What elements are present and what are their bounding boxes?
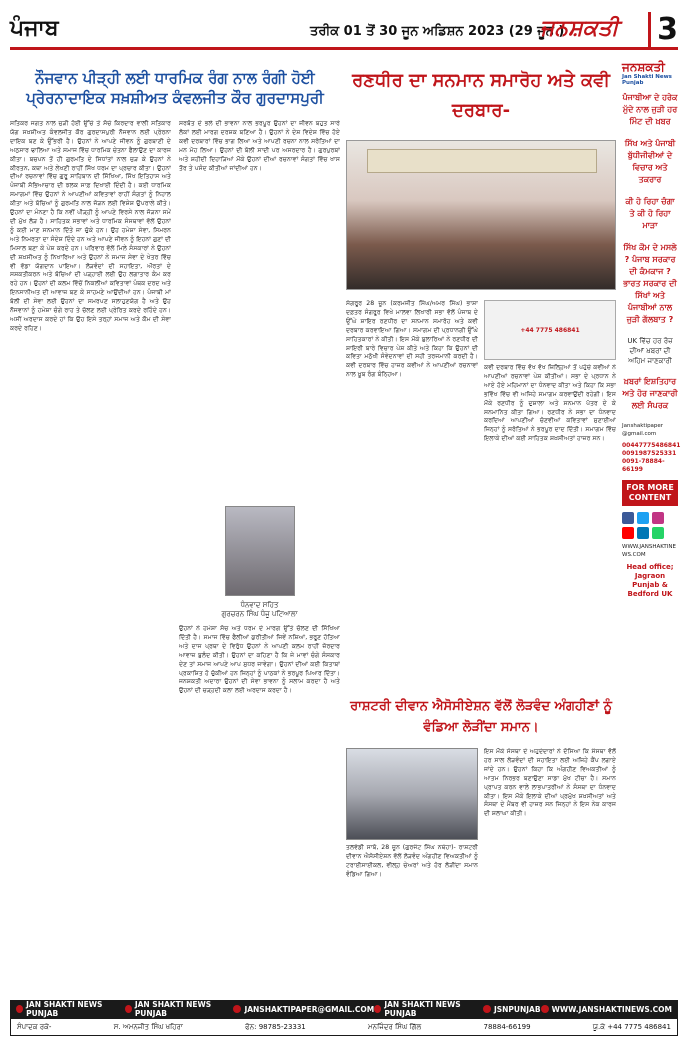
portrait-photo [225,506,295,596]
sidebar-tag-3: ਕੀ ਹੋ ਰਿਹਾ ਚੰਗਾ ਤੇ ਕੀ ਹੋ ਰਿਹਾ ਮਾੜਾ [625,197,675,230]
social-icons [622,512,678,539]
whatsapp-icon[interactable] [652,527,664,539]
co-editor-name: ਮਨਜਿੰਦਰ ਸਿੰਘ ਗਿੱਲ [368,1023,422,1031]
footer-instagram[interactable]: JSNPUNJAB [483,1003,541,1015]
sidebar-website[interactable]: WWW.JANSHAKTINEWS.COM [622,544,676,558]
youtube-icon [374,1005,381,1013]
sidebar-phone-3[interactable]: 0091-78884-66199 [622,458,665,473]
donation-column-1: ਤਲਵੰਡੀ ਸਾਬੋ, 28 ਜੂਨ (ਗੁਰਜੰਟ ਸਿੰਘ ਨਥੇਹਾ)- ਰਾਸ਼ਟਰੀ ਦੀਵਾਨ ਐਸੋਸੀਏਸ਼ਨ ਵੱਲੋਂ ਲੋੜਵੰਦ ਅੰਗਹੀਣ ਵਿਅਕਤੀਆਂ ਨੂੰ ਟਰਾਈਸਾਈਕਲ, ਵੀਲ੍ਹ ਚੇਅਰਾਂ ਅਤੇ ਹੋਰ ਲੋੜੀਂਦਾ ਸਮਾਨ ਵੰਡਿਆ ਗਿਆ। [346,844,478,878]
sidebar-tag-1: ਪੰਜਾਬੀਆ ਦੇ ਹਰੇਕ ਮੁੱਦੇ ਨਾਲ ਜੁੜੀ ਹਰ ਮਿੰਟ ਦੀ ਖ਼ਬਰ [622,93,678,126]
editor-name: ਸ. ਅਮਨਜੀਤ ਸਿੰਘ ਖਹਿਰਾ [113,1023,183,1031]
caption-line-1: ਧੰਨਵਾਦ ਸਹਿਤ [240,601,279,609]
sidebar-logo: ਜਨਸ਼ਕਤੀ [622,60,665,74]
globe-icon [541,1005,549,1013]
facebook-icon [16,1005,23,1013]
email-domain: @gmail.com [622,431,657,437]
sidebar-phone-1[interactable]: 00447775486841 [622,442,681,449]
co-editor-phone: 78884-66199 [483,1023,531,1031]
page-header [10,10,678,50]
sidebar-logo-sub: Jan Shakti News Punjab [622,74,672,86]
caption-line-2: ਗੁਰਚਰਨ ਸਿੰਘ ਧੰਜੂ ਪਟਿਆਲਾ [221,610,298,618]
instagram-icon [483,1005,491,1013]
more-content-button[interactable]: FOR MORE CONTENT [622,480,678,506]
event-column-2: ਕਵੀ ਦਰਬਾਰ ਵਿੱਚ ਵੱਖ ਵੱਖ ਜ਼ਿਲ੍ਹਿਆਂ ਤੋਂ ਪਹੁੰਚੇ ਕਵੀਆਂ ਨੇ ਆਪਣੀਆਂ ਰਚਨਾਵਾਂ ਪੇਸ਼ ਕੀਤੀਆਂ। ਸਭਾ ਦੇ ਪ੍ਰਧਾਨ ਨੇ ਆਏ ਹੋਏ ਮਹਿਮਾਨਾਂ ਦਾ ਧੰਨਵਾਦ ਕੀਤਾ ਅਤੇ ਕਿਹਾ ਕਿ ਸਭਾ ਭਵਿੱਖ ਵਿੱਚ ਵੀ ਅਜਿਹੇ ਸਮਾਗਮ ਕਰਵਾਉਂਦੀ ਰਹੇਗੀ। ਇਸ ਮੌਕੇ ਰਣਧੀਰ ਨੂੰ ਦੁਸ਼ਾਲਾ ਅਤੇ ਸਨਮਾਨ ਪੱਤਰ ਦੇ ਕੇ ਸਨਮਾਨਿਤ ਕੀਤਾ ਗਿਆ। ਰਣਧੀਰ ਨੇ ਸਭਾ ਦਾ ਧੰਨਵਾਦ ਕਰਦਿਆਂ ਆਪਣੀਆਂ ਚੋਣਵੀਆਂ ਕਵਿਤਾਵਾਂ ਸੁਣਾਈਆਂ ਜਿਨ੍ਹਾਂ ਨੂੰ ਸਰੋਤਿਆਂ ਨੇ ਭਰਪੂਰ ਦਾਦ ਦਿੱਤੀ। ਸਮਾਗਮ ਵਿੱਚ ਇਲਾਕੇ ਦੀਆਂ ਕਈ ਸਾਹਿਤਕ ਸ਼ਖ਼ਸੀਅਤਾਂ ਹਾਜ਼ਰ ਸਨ। [484,364,616,443]
article-column-1: ਸਤਿਕਰ ਜਗਤ ਨਾਲ ਜੁੜੀ ਹੋਈ ਉੱਚੇ ਤੇ ਸੱਚੇ ਕਿਰਦਾਰ ਵਾਲੀ ਸਤਿਕਾਰ ਯੋਗ ਸਖ਼ਸ਼ੀਅਤ ਕੰਵਲਜੀਤ ਕੌਰ ਗੁਰਦਾਸਪੁਰੀ ਨੌਜਵਾਨ ਲਈ ਪ੍ਰੇਰਨਾ ਦਾਇਕ ਬਣ ਕੇ ਉੱਭਰੀ ਹੈ। ਉਹਨਾਂ ਨੇ ਆਪਣੇ ਜੀਵਨ ਨੂੰ ਗੁਰਬਾਣੀ ਦੇ ਅਨੁਸਾਰ ਢਾਲਿਆ ਅਤੇ ਸਮਾਜ ਵਿੱਚ ਧਾਰਮਿਕ ਚੇਤਨਾ ਫੈਲਾਉਣ ਦਾ ਕਾਰਜ ਕੀਤਾ। ਬਚਪਨ ਤੋਂ ਹੀ ਗੁਰਮਤਿ ਦੇ ਸਿਧਾਂਤਾਂ ਨਾਲ ਜੁੜ ਕੇ ਉਹਨਾਂ ਨੇ ਕੀਰਤਨ, ਕਥਾ ਅਤੇ ਲੇਖਣੀ ਰਾਹੀਂ ਸਿੱਖ ਧਰਮ ਦਾ ਪ੍ਰਚਾਰ ਕੀਤਾ। ਉਹਨਾਂ ਦੀਆਂ ਰਚਨਾਵਾਂ ਵਿੱਚ ਗੁਰੂ ਸਾਹਿਬਾਨ ਦੀ ਸਿੱਖਿਆ, ਸਿੱਖ ਇਤਿਹਾਸ ਅਤੇ ਪੰਜਾਬੀ ਸੱਭਿਆਚਾਰ ਦੀ ਝਲਕ ਸਾਫ਼ ਦਿਖਾਈ ਦਿੰਦੀ ਹੈ। ਕਈ ਧਾਰਮਿਕ ਸਮਾਗਮਾਂ ਵਿੱਚ ਉਹਨਾਂ ਨੇ ਆਪਣੀਆਂ ਕਵਿਤਾਵਾਂ ਰਾਹੀਂ ਸੰਗਤਾਂ ਨੂੰ ਨਿਹਾਲ ਕੀਤਾ ਅਤੇ ਬੱਚਿਆਂ ਨੂੰ ਗੁਰਮਤਿ ਨਾਲ ਜੋੜਨ ਲਈ ਵਿਸ਼ੇਸ਼ ਉਪਰਾਲੇ ਕੀਤੇ। ਉਹਨਾਂ ਦਾ ਮੰਨਣਾ ਹੈ ਕਿ ਨਵੀਂ ਪੀੜ੍ਹੀ ਨੂੰ ਆਪਣੇ ਵਿਰਸੇ ਨਾਲ ਜੋੜਨਾ ਸਮੇਂ ਦੀ ਮੁੱਖ ਲੋੜ ਹੈ। ਸਾਹਿਤਕ ਸਭਾਵਾਂ ਅਤੇ ਧਾਰਮਿਕ ਸੰਸਥਾਵਾਂ ਵੱਲੋਂ ਉਹਨਾਂ ਨੂੰ ਕਈ ਮਾਣ ਸਨਮਾਨ ਦਿੱਤੇ ਜਾ ਚੁੱਕੇ ਹਨ। ਉਹ ਹਮੇਸ਼ਾ ਸੇਵਾ, ਸਿਮਰਨ ਅਤੇ ਨਿਮਰਤਾ ਦਾ ਸੰਦੇਸ਼ ਦਿੰਦੇ ਹਨ ਅਤੇ ਆਪਣੇ ਜੀਵਨ ਨੂੰ ਇਹਨਾਂ ਗੁਣਾਂ ਦੀ ਮਿਸਾਲ ਬਣਾ ਕੇ ਪੇਸ਼ ਕਰਦੇ ਹਨ। ਪਰਿਵਾਰ ਵੱਲੋਂ ਮਿਲੇ ਸੰਸਕਾਰਾਂ ਨੇ ਉਹਨਾਂ ਦੀ ਸ਼ਖ਼ਸੀਅਤ ਨੂੰ ਨਿਖਾਰਿਆ ਅਤੇ ਉਹਨਾਂ ਨੇ ਸਮਾਜ ਸੇਵਾ ਦੇ ਖੇਤਰ ਵਿੱਚ ਵੀ ਵੱਡਾ ਯੋਗਦਾਨ ਪਾਇਆ। ਲੋੜਵੰਦਾਂ ਦੀ ਸਹਾਇਤਾ, ਔਰਤਾਂ ਦੇ ਸਸ਼ਕਤੀਕਰਨ ਅਤੇ ਬੱਚਿਆਂ ਦੀ ਪੜ੍ਹਾਈ ਲਈ ਉਹ ਲਗਾਤਾਰ ਕੰਮ ਕਰ ਰਹੇ ਹਨ। ਉਹਨਾਂ ਦੀ ਕਲਮ ਵਿੱਚੋਂ ਨਿਕਲੀਆਂ ਕਵਿਤਾਵਾਂ ਪੰਥਕ ਦਰਦ ਅਤੇ ਇਨਸਾਨੀਅਤ ਦੀ ਆਵਾਜ਼ ਬਣ ਕੇ ਸਾਹਮਣੇ ਆਉਂਦੀਆਂ ਹਨ। ਪੰਜਾਬੀ ਮਾਂ ਬੋਲੀ ਦੀ ਸੇਵਾ ਲਈ ਉਹਨਾਂ ਦਾ ਸਮਰਪਣ ਸਲਾਹੁਣਯੋਗ ਹੈ ਅਤੇ ਉਹ ਨੌਜਵਾਨਾਂ ਨੂੰ ਹਮੇਸ਼ਾ ਚੰਗੇ ਰਾਹ ਤੇ ਚੱਲਣ ਲਈ ਪ੍ਰੇਰਿਤ ਕਰਦੇ ਰਹਿੰਦੇ ਹਨ। ਅਸੀਂ ਅਰਦਾਸ ਕਰਦੇ ਹਾਂ ਕਿ ਉਹ ਇਸੇ ਤਰ੍ਹਾਂ ਸਮਾਜ ਅਤੇ ਕੌਮ ਦੀ ਸੇਵਾ ਕਰਦੇ ਰਹਿਣ। [10,120,171,332]
sidebar-email[interactable] [622,422,678,438]
donation-photo [346,748,478,840]
stage-banner [367,149,597,173]
ad-block[interactable] [484,300,616,360]
photo-caption [179,601,340,619]
right-sidebar [622,60,681,990]
sidebar-tag-4: ਸਿੱਖ ਕੌਮ ਦੇ ਮਸਲੇ ? ਪੰਜਾਬ ਸਰਕਾਰ ਦੀ ਕੰਮਕਾਜ ? ਭਾਰਤ ਸਰਕਾਰ ਦੀ ਸਿੱਖਾਂ ਅਤੇ ਪੰਜਾਬੀਆਂ ਨਾਲ ਜੁੜੀ ਗੱਲਬਾਤ ? [623,243,677,324]
section-title: ਪੰਜਾਬ [10,16,59,41]
page-number: 3 [648,12,678,47]
head-office: Head office; Jagraon Punjab & Bedford UK [626,563,674,598]
twitter-icon[interactable] [637,512,649,524]
article-column-2b: ਉਹਨਾਂ ਨੇ ਹਮੇਸ਼ਾ ਸੱਚ ਅਤੇ ਧਰਮ ਦੇ ਮਾਰਗ ਉੱਤੇ ਚੱਲਣ ਦੀ ਸਿੱਖਿਆ ਦਿੱਤੀ ਹੈ। ਸਮਾਜ ਵਿੱਚ ਫੈਲੀਆਂ ਕੁਰੀਤੀਆਂ ਜਿਵੇਂ ਨਸ਼ਿਆਂ, ਭਰੂਣ ਹੱਤਿਆ ਅਤੇ ਦਾਜ ਪ੍ਰਥਾ ਦੇ ਵਿਰੁੱਧ ਉਹਨਾਂ ਨੇ ਆਪਣੀ ਕਲਮ ਰਾਹੀਂ ਜ਼ੋਰਦਾਰ ਆਵਾਜ਼ ਬੁਲੰਦ ਕੀਤੀ। ਉਹਨਾਂ ਦਾ ਕਹਿਣਾ ਹੈ ਕਿ ਜੇ ਮਾਵਾਂ ਚੰਗੇ ਸੰਸਕਾਰ ਦੇਣ ਤਾਂ ਸਮਾਜ ਆਪਣੇ ਆਪ ਸੁਧਰ ਜਾਵੇਗਾ। ਉਹਨਾਂ ਦੀਆਂ ਕਈ ਕਿਤਾਬਾਂ ਪ੍ਰਕਾਸ਼ਿਤ ਹੋ ਚੁੱਕੀਆਂ ਹਨ ਜਿਨ੍ਹਾਂ ਨੂੰ ਪਾਠਕਾਂ ਨੇ ਭਰਪੂਰ ਪਿਆਰ ਦਿੱਤਾ। ਜਨਸ਼ਕਤੀ ਅਦਾਰਾ ਉਹਨਾਂ ਦੀ ਸੇਵਾ ਭਾਵਨਾ ਨੂੰ ਸਲਾਮ ਕਰਦਾ ਹੈ ਅਤੇ ਉਹਨਾਂ ਦੀ ਚੜ੍ਹਦੀ ਕਲਾ ਲਈ ਅਰਦਾਸ ਕਰਦਾ ਹੈ। [179,625,340,695]
footer-twitter[interactable]: JAN SHAKTI NEWS PUNJAB [125,1003,234,1015]
twitter-icon [125,1005,132,1013]
sidebar-tag-5: UK ਵਿੱਚ ਹਰ ਰੋਜ਼ ਦੀਆਂ ਖ਼ਬਰਾਂ ਦੀ ਅਹਿਮ ਜਾਣਕਾਰੀ [627,337,673,365]
footer-email[interactable]: JANSHAKTIPAPER@GMAIL.COM [233,1003,374,1015]
event-column-1: ਸੰਗਰੂਰ 28 ਜੂਨ (ਕਰਮਜੀਤ ਸਿੰਘ/ਅਮਰ ਸਿੰਘ) ਭਾਸ਼ਾ ਦਫ਼ਤਰ ਸੰਗਰੂਰ ਵਿਖੇ ਮਾਲਵਾ ਲਿਖਾਰੀ ਸਭਾ ਵੱਲੋਂ ਪੰਜਾਬ ਦੇ ਉੱਘੇ ਸ਼ਾਇਰ ਰਣਧੀਰ ਦਾ ਸਨਮਾਨ ਸਮਾਰੋਹ ਅਤੇ ਕਵੀ ਦਰਬਾਰ ਕਰਵਾਇਆ ਗਿਆ। ਸਮਾਗਮ ਦੀ ਪ੍ਰਧਾਨਗੀ ਉੱਘੇ ਸਾਹਿਤਕਾਰਾਂ ਨੇ ਕੀਤੀ। ਇਸ ਮੌਕੇ ਬੁਲਾਰਿਆਂ ਨੇ ਰਣਧੀਰ ਦੀ ਸ਼ਾਇਰੀ ਬਾਰੇ ਵਿਚਾਰ ਪੇਸ਼ ਕੀਤੇ ਅਤੇ ਕਿਹਾ ਕਿ ਉਹਨਾਂ ਦੀ ਕਵਿਤਾ ਮਨੁੱਖੀ ਸੰਵੇਦਨਾਵਾਂ ਦੀ ਸਹੀ ਤਰਜਮਾਨੀ ਕਰਦੀ ਹੈ। ਕਵੀ ਦਰਬਾਰ ਵਿੱਚ ਹਾਜ਼ਰ ਕਵੀਆਂ ਨੇ ਆਪਣੀਆਂ ਰਚਨਾਵਾਂ ਨਾਲ ਖ਼ੂਬ ਰੰਗ ਬੰਨ੍ਹਿਆ। [346,300,478,379]
brand-logo: ਜਨਸ਼ਕਤੀ [540,16,619,41]
email-user: Janshaktipaper [622,423,664,429]
facebook-icon[interactable] [622,512,634,524]
linkedin-icon[interactable] [637,527,649,539]
ad-phone: +44 7775 486841 [520,326,580,334]
sidebar-phone-2[interactable]: 0091987525331 [622,450,677,457]
sidebar-tag-2: ਸਿੱਖ ਅਤੇ ਪੰਜਾਬੀ ਬੁੱਧੀਜੀਵੀਆਂ ਦੇ ਵਿਚਾਰ ਅਤੇ ਤਕਰਾਰ [624,139,676,184]
instagram-icon[interactable] [652,512,664,524]
donation-column-2: ਇਸ ਮੌਕੇ ਸੰਸਥਾ ਦੇ ਅਹੁਦੇਦਾਰਾਂ ਨੇ ਦੱਸਿਆ ਕਿ ਸੰਸਥਾ ਵੱਲੋਂ ਹਰ ਸਾਲ ਲੋੜਵੰਦਾਂ ਦੀ ਸਹਾਇਤਾ ਲਈ ਅਜਿਹੇ ਕੈਂਪ ਲਗਾਏ ਜਾਂਦੇ ਹਨ। ਉਹਨਾਂ ਕਿਹਾ ਕਿ ਅੰਗਹੀਣ ਵਿਅਕਤੀਆਂ ਨੂੰ ਆਤਮ ਨਿਰਭਰ ਬਣਾਉਣਾ ਸਾਡਾ ਮੁੱਖ ਟੀਚਾ ਹੈ। ਸਮਾਨ ਪ੍ਰਾਪਤ ਕਰਨ ਵਾਲੇ ਲਾਭਪਾਤਰੀਆਂ ਨੇ ਸੰਸਥਾ ਦਾ ਧੰਨਵਾਦ ਕੀਤਾ। ਇਸ ਮੌਕੇ ਇਲਾਕੇ ਦੀਆਂ ਪ੍ਰਮੁੱਖ ਸ਼ਖ਼ਸੀਅਤਾਂ ਅਤੇ ਸੰਸਥਾ ਦੇ ਮੈਂਬਰ ਵੀ ਹਾਜ਼ਰ ਸਨ ਜਿਨ੍ਹਾਂ ਨੇ ਇਸ ਨੇਕ ਕਾਰਜ ਦੀ ਸ਼ਲਾਘਾ ਕੀਤੀ। [484,748,616,818]
article-column-2: ਸਰਬੱਤ ਦੇ ਭਲੇ ਦੀ ਭਾਵਨਾ ਨਾਲ ਭਰਪੂਰ ਉਹਨਾਂ ਦਾ ਜੀਵਨ ਬਹੁਤ ਸਾਰੇ ਲੋਕਾਂ ਲਈ ਮਾਰਗ ਦਰਸ਼ਕ ਬਣਿਆ ਹੈ। ਉਹਨਾਂ ਨੇ ਦੇਸ਼ ਵਿਦੇਸ਼ ਵਿੱਚ ਹੋਏ ਕਵੀ ਦਰਬਾਰਾਂ ਵਿੱਚ ਭਾਗ ਲਿਆ ਅਤੇ ਆਪਣੀ ਰਚਨਾ ਨਾਲ ਸਰੋਤਿਆਂ ਦਾ ਮਨ ਮੋਹ ਲਿਆ। ਉਹਨਾਂ ਦੀ ਬੋਲੀ ਸਾਦੀ ਪਰ ਅਸਰਦਾਰ ਹੈ। ਗੁਰਪੁਰਬਾਂ ਅਤੇ ਸ਼ਹੀਦੀ ਦਿਹਾੜਿਆਂ ਮੌਕੇ ਉਹਨਾਂ ਦੀਆਂ ਰਚਨਾਵਾਂ ਸੰਗਤਾਂ ਵਿੱਚ ਖਾਸ ਤੌਰ ਤੇ ਪਸੰਦ ਕੀਤੀਆਂ ਜਾਂਦੀਆਂ ਹਨ। [179,120,340,172]
footer-youtube[interactable]: JAN SHAKTI NEWS PUNJAB [374,1003,483,1015]
page-footer [10,1000,678,1036]
footer-website[interactable]: WWW.JANSHAKTINEWS.COM [541,1003,672,1015]
uk-phone: ਯੂ.ਕੇ +44 7775 486841 [592,1023,671,1031]
sidebar-tag-6: ਖ਼ਬਰਾਂ ਇਸ਼ਤਿਹਾਰ ਅਤੇ ਹੋਰ ਜਾਣਕਾਰੀ ਲਈ ਸੰਪਰਕ [622,377,678,410]
email-icon [233,1005,241,1013]
event-headline: ਰਣਧੀਰ ਦਾ ਸਨਮਾਨ ਸਮਾਰੋਹ ਅਤੇ ਕਵੀ ਦਰਬਾਰ- [352,70,610,121]
editor-phone: ਫੋਨ: 98785-23331 [245,1023,306,1031]
footer-facebook[interactable]: JAN SHAKTI NEWS PUNJAB [16,1003,125,1015]
article-headline: ਨੌਜਵਾਨ ਪੀੜ੍ਹੀ ਲਈ ਧਾਰਮਿਕ ਰੰਗ ਨਾਲ ਰੰਗੀ ਹੋਈ ਪ੍ਰੇਰਨਾਦਾਇਕ ਸਖ਼ਸ਼ੀਅਤ ਕੰਵਲਜੀਤ ਕੌਰ ਗੁਰਦਾਸਪੁਰੀ [26,69,324,107]
youtube-icon[interactable] [622,527,634,539]
edition-date: ਤਰੀਕ 01 ਤੋਂ 30 ਜੂਨ ਅਡਿਸ਼ਨ 2023 (29 ਜੂਨ ) [310,24,565,39]
middle-article [346,60,616,990]
left-article [10,60,340,990]
second-headline: ਰਾਸ਼ਟਰੀ ਦੀਵਾਨ ਐਸੋਸੀਏਸ਼ਨ ਵੱਲੋਂ ਲੋੜਵੰਦ ਅੰਗਹੀਣਾਂ ਨੂੰ ਵੰਡਿਆ ਲੋੜੀਂਦਾ ਸਮਾਨ। [350,699,612,735]
event-group-photo [346,140,616,290]
editor-label: ਸੰਪਾਦਕ ਰਕੇ- [17,1023,52,1031]
